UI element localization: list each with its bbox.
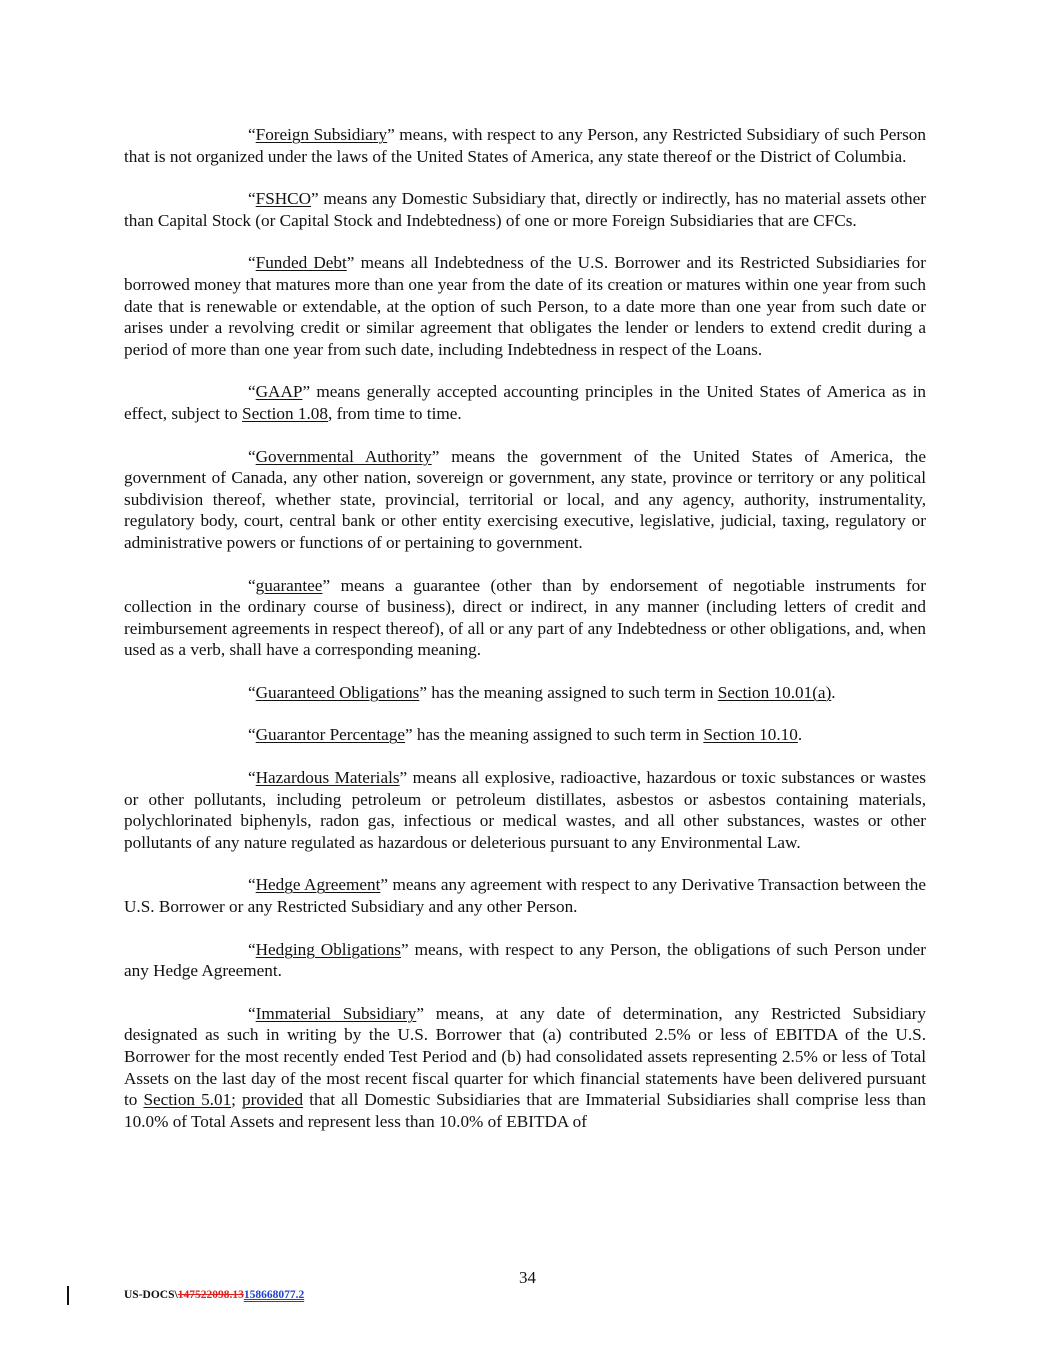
definition-guaranteed-obligations: “Guaranteed Obligations” has the meaning assigned to such term in Section 10.01(a).	[248, 682, 836, 702]
defined-term: Hazardous Materials	[255, 768, 400, 788]
definition-foreign-subsidiary: “Foreign Subsidiary” means, with respect to any Person, any Restricted Subsidiary of such Person that is not organized under the laws of the United States of America, any state thereof or the District of Columbia.	[124, 125, 926, 166]
section-reference: Section 1.08	[242, 403, 328, 423]
definition-hedging-obligations: “Hedging Obligations” means, with respect to any Person, the obligations of such Person under any Hedge Agreement.	[124, 939, 926, 981]
definition-guarantor-percentage: “Guarantor Percentage” has the meaning assigned to such term in Section 10.10.	[248, 725, 803, 745]
defined-term: Foreign Subsidiary	[255, 125, 388, 144]
section-reference: Section 5.01	[143, 1090, 232, 1110]
defined-term: Hedge Agreement	[255, 875, 381, 895]
definition-guarantee: “guarantee” means a guarantee (other than by endorsement of negotiable instruments for collection in the ordinary course of business), direct or indirect, in any manner (including letters of credit and reimbursement agreements in respect thereof), of all or any part of any Indebtedness or other obligations, and, when used as a verb, shall have a corresponding meaning.	[124, 575, 926, 660]
proviso-term: provided	[242, 1090, 304, 1110]
deleted-document-id: 147522098.13	[177, 1289, 244, 1301]
document-body	[124, 124, 926, 1153]
defined-term: Immaterial Subsidiary	[255, 1003, 417, 1023]
defined-term: Funded Debt	[255, 253, 347, 273]
inserted-document-id: 158668077.2	[243, 1289, 305, 1301]
document-id-prefix: US-DOCS\	[124, 1289, 178, 1301]
defined-term: Guaranteed Obligations	[255, 682, 420, 702]
definition-fshco: “FSHCO” means any Domestic Subsidiary that, directly or indirectly, has no material assets other than Capital Stock (or Capital Stock and Indebtedness) of one or more Foreign Subsidiaries that are CFCs.	[124, 189, 926, 230]
defined-term: GAAP	[255, 382, 303, 402]
defined-term: Guarantor Percentage	[255, 725, 405, 745]
definition-governmental-authority: “Governmental Authority” means the government of the United States of America, the government of Canada, any other nation, sovereign or government, any state, province or territory or any political subdivision thereof, whether state, provincial, territorial or local, and any agency, authority, instrumentality, regulatory body, court, central bank or other entity exercising executive, legislative, judicial, taxing, regulatory or administrative powers or functions of or pertaining to government.	[124, 446, 926, 552]
change-bar	[67, 1286, 69, 1305]
document-id	[124, 1289, 304, 1301]
page-number: 34	[519, 1268, 536, 1287]
definition-gaap: “GAAP” means generally accepted accounting principles in the United States of America as in effect, subject to Section 1.08, from time to time.	[124, 382, 926, 423]
definition-immaterial-subsidiary: “Immaterial Subsidiary” means, at any date of determination, any Restricted Subsidiary designated as such in writing by the U.S. Borrower that (a) contributed 2.5% or less of EBITDA of the U.S. Borrower for the most recently ended Test Period and (b) had consolidated assets representing 2.5% or less of Total Assets on the last day of the most recent fiscal quarter for which financial statements have been delivered pursuant to Section 5.01; provided that all Domestic Subsidiaries that are Immaterial Subsidiaries shall comprise less than 10.0% of Total Assets and represent less than 10.0% of EBITDA of	[124, 1003, 926, 1131]
definition-hedge-agreement: “Hedge Agreement” means any agreement with respect to any Derivative Transaction between the U.S. Borrower or any Restricted Subsidiary and any other Person.	[124, 875, 927, 917]
defined-term: Hedging Obligations	[255, 939, 401, 959]
definition-funded-debt: “Funded Debt” means all Indebtedness of the U.S. Borrower and its Restricted Subsidiaries for borrowed money that matures more than one year from the date of its creation or matures within one year from such date that is renewable or extendable, at the option of such Person, to a date more than one year from such date or arises under a revolving credit or similar agreement that obligates the lender or lenders to extend credit during a period of more than one year from such date, including Indebtedness in respect of the Loans.	[124, 253, 926, 359]
defined-term: guarantee	[255, 575, 323, 595]
section-reference: Section 10.01(a)	[717, 682, 832, 702]
defined-term: FSHCO	[255, 189, 312, 209]
defined-term: Governmental Authority	[255, 446, 432, 466]
definition-hazardous-materials: “Hazardous Materials” means all explosive, radioactive, hazardous or toxic substances or wastes or other pollutants, including petroleum or petroleum distillates, asbestos or asbestos containing materials, polychlorinated biphenyls, radon gas, infectious or medical wastes, and all other substances, wastes or other pollutants of any nature regulated as hazardous or deleterious pursuant to any Environmental Law.	[124, 768, 926, 852]
section-reference: Section 10.10	[703, 725, 798, 745]
